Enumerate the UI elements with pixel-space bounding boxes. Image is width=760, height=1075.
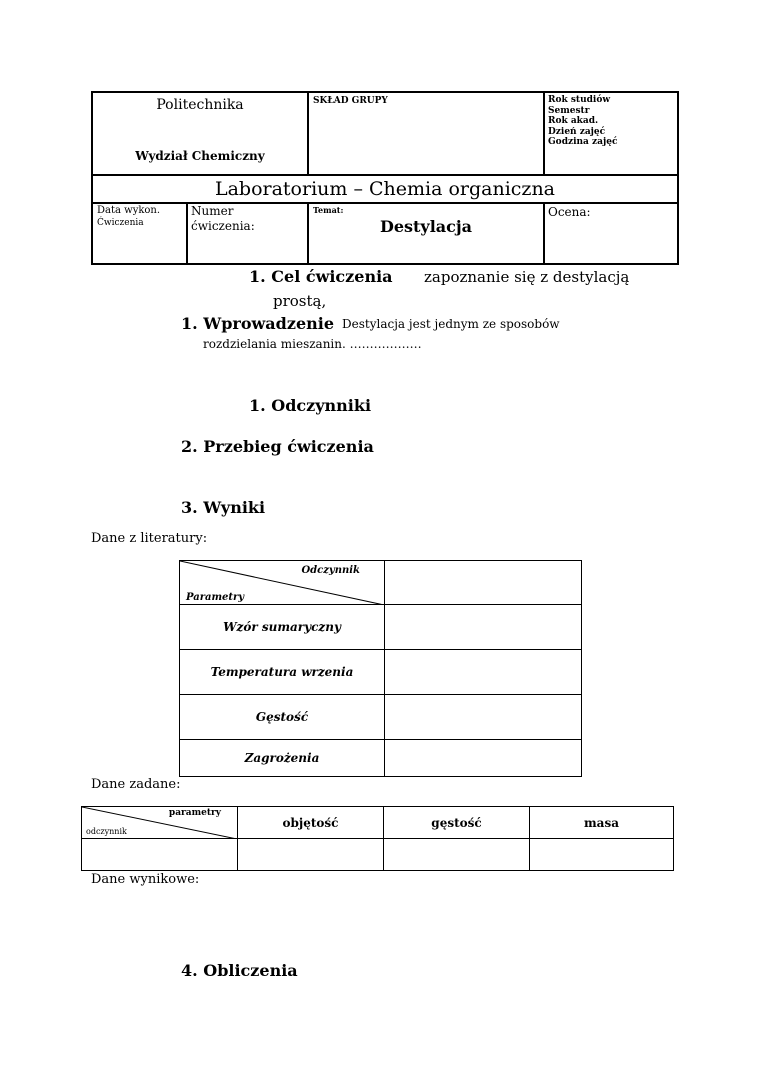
corner-bottom-label: odczynnik (86, 827, 127, 836)
number-label-line: Numer (191, 204, 234, 218)
lab-title: Laboratorium – Chemia organiczna (214, 178, 556, 200)
intro-text-continued: rozdzielania mieszanin. ……………… (203, 337, 422, 351)
row-label: Gęstość (180, 695, 385, 740)
divider (93, 174, 677, 176)
corner-cell (180, 561, 385, 605)
given-table (81, 806, 674, 871)
divider (186, 202, 188, 263)
group-label: SKŁAD GRUPY (313, 96, 388, 106)
literature-table (179, 560, 582, 777)
corner-top-label: Odczynnik (301, 565, 360, 576)
corner-cell (82, 807, 238, 839)
study-info-line: Dzień zajęć (548, 126, 606, 137)
study-info-line: Semestr (548, 105, 590, 116)
grade-label: Ocena: (548, 205, 591, 219)
study-info-line: Rok akad. (548, 116, 599, 126)
divider (543, 93, 545, 174)
divider (307, 93, 309, 174)
results-heading: 3. Wyniki (181, 498, 266, 517)
study-info-line: Godzina zajęć (548, 137, 618, 147)
value-cell[interactable] (238, 839, 384, 871)
value-cell[interactable] (385, 740, 582, 777)
date-label-line: Ćwiczenia (97, 218, 144, 228)
goal-text: zapoznanie się z destylacją (424, 268, 630, 286)
divider (93, 202, 677, 204)
column-header: objętość (238, 807, 384, 839)
divider (543, 202, 545, 263)
date-label (97, 205, 160, 229)
intro-heading: 1. Wprowadzenie (181, 314, 335, 333)
procedure-heading: 2. Przebieg ćwiczenia (181, 437, 374, 456)
corner-top-label: parametry (168, 808, 221, 818)
study-info (548, 95, 617, 148)
row-label: Zagrożenia (180, 740, 385, 777)
exercise-number-label (191, 204, 255, 234)
corner-bottom-label: Parametry (186, 592, 245, 603)
topic-label: Temat: (313, 205, 344, 215)
university-name: Politechnika (156, 97, 244, 113)
topic-title: Destylacja (379, 217, 473, 236)
header-table (91, 91, 679, 265)
value-cell[interactable] (385, 650, 582, 695)
value-cell[interactable] (385, 695, 582, 740)
reagents-heading: 1. Odczynniki (249, 396, 372, 415)
column-header: masa (530, 807, 674, 839)
value-cell[interactable] (384, 839, 530, 871)
faculty-name: Wydział Chemiczny (135, 149, 265, 163)
value-cell[interactable] (385, 605, 582, 650)
value-cell[interactable] (530, 839, 674, 871)
row-label: Wzór sumaryczny (180, 605, 385, 650)
column-header: gęstość (384, 807, 530, 839)
study-info-line: Rok studiów (548, 95, 611, 105)
number-label-line: ćwiczenia: (191, 219, 255, 233)
calculations-heading: 4. Obliczenia (181, 961, 298, 980)
intro-text: Destylacja jest jednym ze sposobów (342, 317, 560, 331)
date-label-line: Data wykon. (97, 205, 161, 216)
literature-label: Dane z literatury: (91, 531, 208, 546)
value-cell[interactable] (82, 839, 238, 871)
goal-heading: 1. Cel ćwiczenia (249, 267, 393, 286)
goal-text-continued: prostą, (273, 292, 327, 310)
value-cell[interactable] (385, 561, 582, 605)
row-label: Temperatura wrzenia (180, 650, 385, 695)
given-label: Dane zadane: (91, 777, 181, 792)
result-label: Dane wynikowe: (91, 872, 200, 887)
